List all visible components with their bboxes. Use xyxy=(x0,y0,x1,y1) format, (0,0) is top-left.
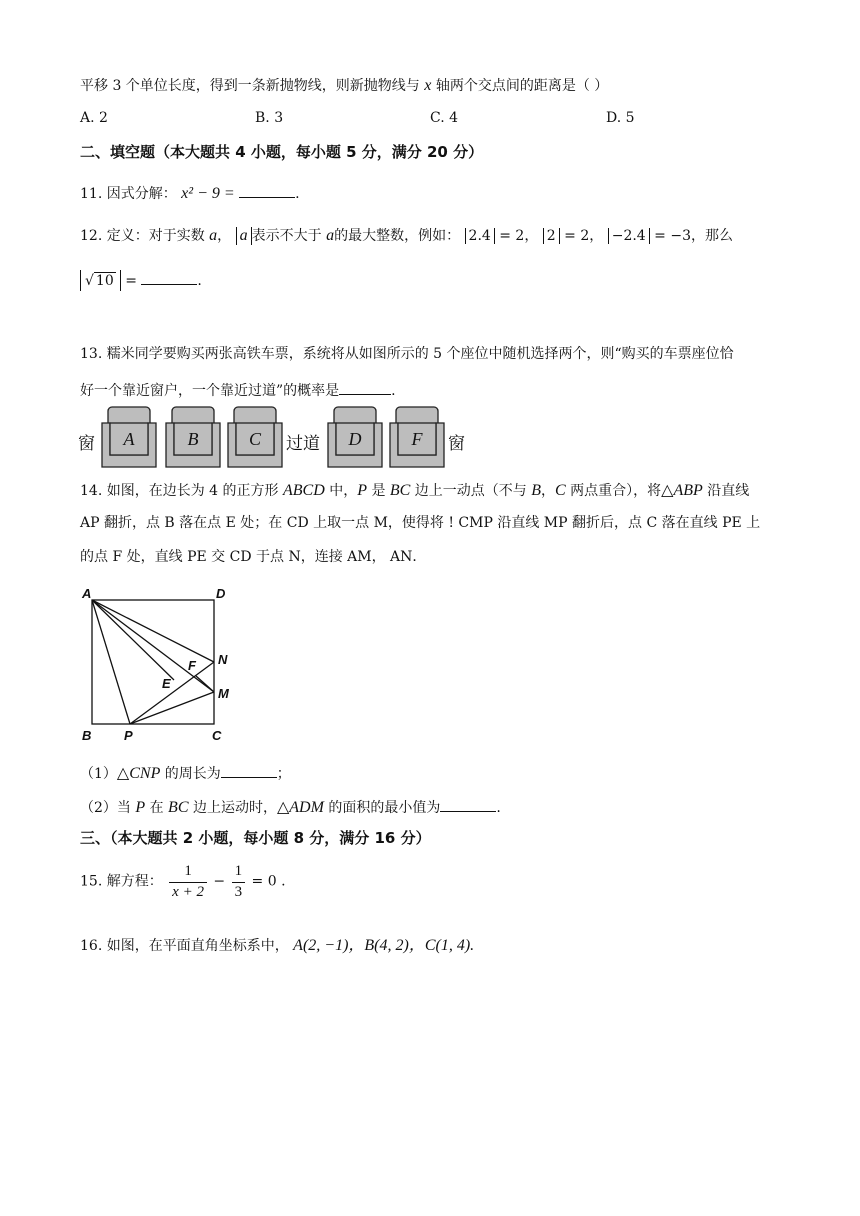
q11-end: . xyxy=(295,186,300,202)
q10-option-a: A. 2 xyxy=(80,110,108,126)
q14-sub2 xyxy=(80,797,501,817)
segment-am xyxy=(92,600,214,692)
square-figure xyxy=(78,584,248,744)
q14-line3: 的点 F 处，直线 PE 交 CD 于点 N，连接 AM， AN． xyxy=(80,549,427,565)
q14-sub2-answer-blank xyxy=(440,797,496,812)
q16-text: 16. 如图，在平面直角坐标系中， xyxy=(80,938,289,954)
seat-f xyxy=(388,405,446,469)
q14-line1e: ， xyxy=(541,483,556,499)
q14-line1a: 14. 如图，在边长为 4 的正方形 xyxy=(80,483,283,499)
segment-fm xyxy=(196,676,214,692)
q12-text: 12. 定义：对于实数 xyxy=(80,228,205,244)
label-c: C xyxy=(212,728,222,743)
seat-f-label: F xyxy=(411,429,423,449)
q14-sub2-point-p: P xyxy=(135,799,146,816)
q12-line1: 12. 定义：对于实数 a， a 表示不大于 a的最大整数，例如： 2.4 = 2， 2 = 2， −2.4 = −3，那么 xyxy=(80,227,733,244)
q10-x-var: x xyxy=(424,77,432,94)
q14-sub2-text-b: 在 xyxy=(145,800,169,816)
q15-fraction-2-denominator: 3 xyxy=(234,883,243,900)
section2-title: 二、填空题（本大题共 4 小题，每小题 5 分，满分 20 分） xyxy=(80,143,484,161)
section3-title: 三、（本大题共 2 小题，每小题 8 分，满分 16 分） xyxy=(80,829,431,847)
q14-sub2-text-d: 的面积的最小值为 xyxy=(323,800,441,816)
label-n: N xyxy=(218,652,228,667)
q14-line2: AP 翻折，点 B 落在点 E 处；在 CD 上取一点 M，使得将 ! CMP 沿直线 MP 翻折后，点 C 落在直线 PE 上 xyxy=(80,515,761,531)
q10-option-c: C. 4 xyxy=(430,110,459,126)
q14-sub2-side-bc: BC xyxy=(168,799,189,816)
q14-line1 xyxy=(80,481,749,500)
q14-line1c: 是 xyxy=(367,483,390,499)
seat-c xyxy=(226,405,284,469)
q12-example-1: 2.4 xyxy=(465,228,495,244)
q14-triangle-adm: △ADM xyxy=(276,799,324,816)
q12-example-3-value: = −3，那么 xyxy=(649,228,733,244)
q15-fraction-1-numerator: 1 xyxy=(169,862,207,883)
q10-option-b: B. 3 xyxy=(255,110,284,126)
q12-example-2-value: = 2， xyxy=(559,228,604,244)
q12-a-var: a xyxy=(209,227,218,244)
segment-pn xyxy=(130,662,214,724)
q14-line1b: 中， xyxy=(324,483,358,499)
window-label-right: 窗 xyxy=(448,434,465,454)
seat-d xyxy=(326,405,384,469)
seat-c-label: C xyxy=(248,429,262,449)
q16 xyxy=(80,936,474,955)
q13-end: . xyxy=(391,383,396,399)
q14-sub1-text: 的周长为 xyxy=(160,766,221,782)
q14-sub1-answer-blank xyxy=(221,763,277,778)
q14-sub2-prefix: （2）当 xyxy=(80,800,136,816)
q13-line2-text: 好一个靠近窗户，一个靠近过道”的概率是 xyxy=(80,383,340,399)
seat-d-label: D xyxy=(348,429,362,449)
q12-eq: = xyxy=(120,273,137,289)
label-m: M xyxy=(218,686,229,701)
q12-a-var-2: a xyxy=(326,227,335,244)
q14-sub2-end: . xyxy=(496,800,501,816)
label-d: D xyxy=(216,586,226,601)
q15-minus: − xyxy=(213,873,226,890)
q14-line1g: 沿直线 xyxy=(702,483,750,499)
q15-text: 15. 解方程： xyxy=(80,873,163,890)
label-e: E xyxy=(162,676,171,691)
q12-example-3: −2.4 xyxy=(608,228,650,244)
q14-point-b: B xyxy=(531,482,542,499)
window-label-left: 窗 xyxy=(78,434,95,454)
q14-line1f: 两点重合），将 xyxy=(565,483,662,499)
q15-fraction-2 xyxy=(232,862,246,902)
label-p: P xyxy=(124,728,133,743)
q14-point-c: C xyxy=(555,482,566,499)
q15-fraction-2-numerator: 1 xyxy=(232,862,246,883)
q11 xyxy=(80,183,300,203)
q12-part2: 的最大整数，例如： xyxy=(334,228,461,244)
seat-a-label: A xyxy=(123,429,135,449)
q10-tail: 平移 3 个单位长度，得到一条新抛物线，则新抛物线与 xyxy=(80,78,425,94)
seat-b-label: B xyxy=(187,429,199,449)
q10-text xyxy=(80,76,608,95)
q12-example-2: 2 xyxy=(543,228,560,244)
q10-option-d: D. 5 xyxy=(606,110,635,126)
q14-triangle-abp: △ABP xyxy=(661,482,703,499)
q13-line2 xyxy=(80,380,396,400)
q12-line2 xyxy=(80,270,202,291)
q14-triangle-cnp: △CNP xyxy=(116,765,161,782)
q12-end: . xyxy=(197,273,202,289)
q12-example-1-value: = 2， xyxy=(494,228,539,244)
label-a: A xyxy=(82,586,92,601)
q15-eq: = 0 . xyxy=(251,873,286,890)
q14-side-bc: BC xyxy=(389,482,411,499)
seat-a xyxy=(100,405,158,469)
seat-b xyxy=(164,405,222,469)
q11-expression: x² − 9 = xyxy=(181,185,235,202)
q11-text: 11. 因式分解： xyxy=(80,186,177,202)
q14-sub2-text-c: 边上运动时， xyxy=(188,800,277,816)
q14-sub1-prefix: （1） xyxy=(80,766,117,782)
q11-answer-blank xyxy=(239,183,295,198)
q14-point-p: P xyxy=(357,482,367,499)
q12-floor-a: a xyxy=(236,227,252,245)
q15-fraction-1 xyxy=(169,862,207,902)
q10-tail2: 轴两个交点间的距离是（ ） xyxy=(431,78,609,94)
q15 xyxy=(80,862,286,902)
q13-answer-blank xyxy=(339,380,391,395)
seat-figure xyxy=(78,405,478,469)
q12-floor-sqrt: √ 10 xyxy=(80,270,121,291)
q16-coordinates: A(2, −1)，B(4, 2)，C(1, 4). xyxy=(293,937,475,954)
aisle-label: 过道 xyxy=(286,434,320,454)
q14-square-name: ABCD xyxy=(282,482,325,499)
label-b: B xyxy=(82,728,92,743)
q12-answer-blank xyxy=(141,270,197,285)
q13-line1: 13. 糯米同学要购买两张高铁车票，系统将从如图所示的 5 个座位中随机选择两个，则“购买的车票座位恰 xyxy=(80,346,734,362)
q15-fraction-1-denominator: x + 2 xyxy=(172,883,204,900)
label-f: F xyxy=(188,658,196,673)
q14-sub1 xyxy=(80,763,291,783)
q12-part1: 表示不大于 xyxy=(251,228,322,244)
q14-sub1-end: ； xyxy=(276,766,291,782)
q14-line1d: 边上一动点（不与 xyxy=(410,483,532,499)
q12-radicand: 10 xyxy=(95,273,114,289)
segment-pm xyxy=(130,692,214,724)
segment-an xyxy=(92,600,214,662)
